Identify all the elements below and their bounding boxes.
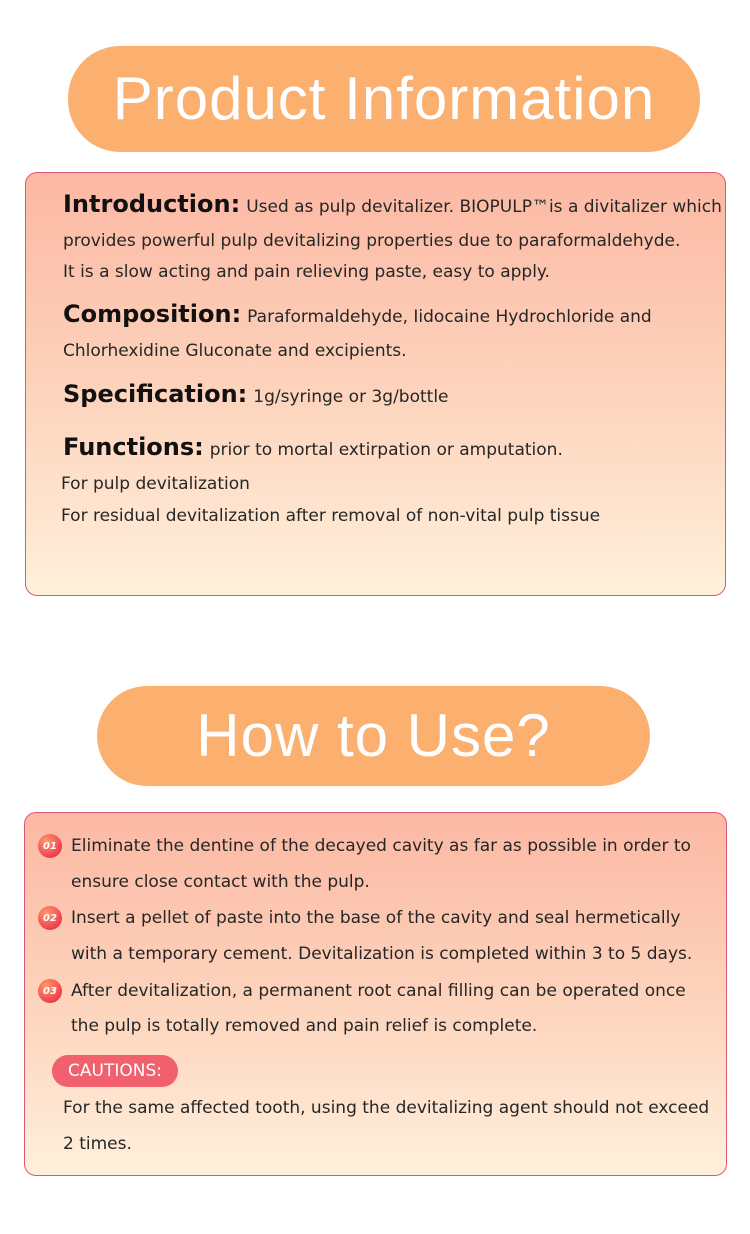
composition-line-1 (63, 302, 652, 326)
step-3-line-2: the pulp is totally removed and pain relief is complete. (71, 1016, 538, 1036)
step-2-line-2: with a temporary cement. Devitalization is completed within 3 to 5 days. (71, 944, 693, 964)
composition-text-1: Paraformaldehyde, Iidocaine Hydrochloride and (247, 307, 652, 327)
step-1-line-1: Eliminate the dentine of the decayed cavity as far as possible in order to (71, 836, 691, 856)
how-to-use-heading: How to Use? (97, 686, 650, 786)
step-number-badge: 01 (38, 834, 62, 858)
composition-line-2: Chlorhexidine Gluconate and excipients. (63, 341, 407, 361)
introduction-line-2: provides powerful pulp devitalizing properties due to paraformaldehyde. (63, 231, 681, 251)
functions-text-1: prior to mortal extirpation or amputation. (209, 440, 563, 460)
step-3-line-1: After devitalization, a permanent root canal filling can be operated once (71, 981, 686, 1001)
product-information-heading: Product Information (68, 46, 700, 152)
cautions-label: CAUTIONS: (52, 1055, 178, 1087)
cautions-line-1: For the same affected tooth, using the devitalizing agent should not exceed (63, 1098, 710, 1118)
functions-line-2: For pulp devitalization (61, 474, 250, 494)
step-2-line-1: Insert a pellet of paste into the base of the cavity and seal hermetically (71, 908, 681, 928)
step-number-badge: 03 (38, 979, 62, 1003)
step-1-line-2: ensure close contact with the pulp. (71, 872, 370, 892)
introduction-label: Introduction: (63, 190, 241, 218)
specification-label: Specification: (63, 380, 248, 408)
introduction-line-3: It is a slow acting and pain relieving paste, easy to apply. (63, 262, 550, 282)
functions-line-1 (63, 435, 563, 459)
cautions-line-2: 2 times. (63, 1134, 132, 1154)
introduction-text-1: Used as pulp devitalizer. BIOPULP™is a divitalizer which (246, 197, 722, 217)
functions-label: Functions: (63, 433, 204, 461)
specification-line (63, 382, 449, 406)
step-number-badge: 02 (38, 906, 62, 930)
functions-line-3: For residual devitalization after removal of non-vital pulp tissue (61, 506, 601, 526)
specification-value: 1g/syringe or 3g/bottle (253, 387, 449, 407)
introduction-line-1 (63, 192, 722, 216)
composition-label: Composition: (63, 300, 242, 328)
